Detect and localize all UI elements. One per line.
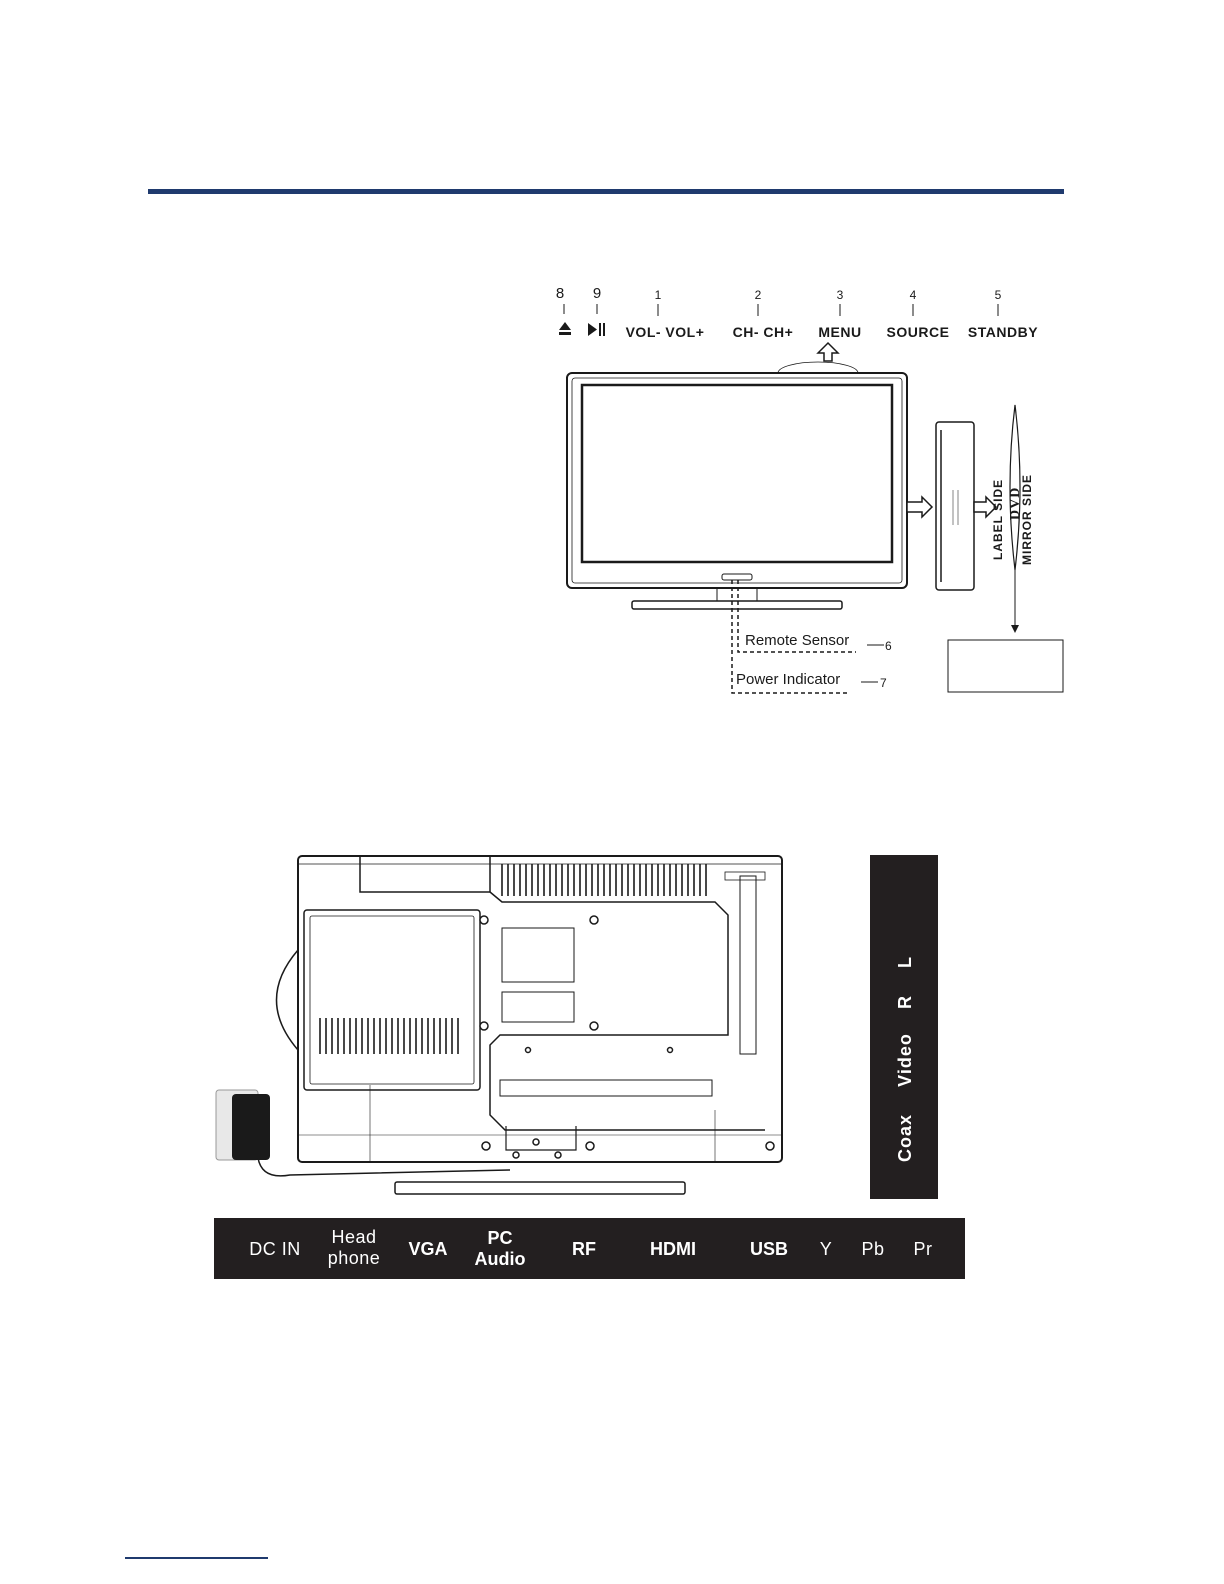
source-button-label: SOURCE xyxy=(886,324,950,340)
eject-icon xyxy=(559,322,571,335)
ch-buttons-label: CH- CH+ xyxy=(732,324,794,340)
port-label-headphone-line1: Head xyxy=(331,1227,377,1247)
port-label-vga: VGA xyxy=(408,1239,448,1259)
port-label-y: Y xyxy=(819,1239,833,1259)
button-number: 1 xyxy=(654,288,662,302)
tv-rear xyxy=(277,856,783,1162)
mirror-side-text: MIRROR SIDE xyxy=(1020,473,1034,565)
button-number: 2 xyxy=(754,288,762,302)
disc-box xyxy=(948,640,1063,692)
button-number: 3 xyxy=(836,288,844,302)
vol-buttons-label: VOL- VOL+ xyxy=(625,324,705,340)
menu-button-label: MENU xyxy=(818,324,862,340)
port-label-pr: Pr xyxy=(913,1239,933,1259)
port-label-r: R xyxy=(895,995,915,1009)
right-arrow-icon xyxy=(907,497,932,517)
standby-button-label: STANDBY xyxy=(967,324,1039,340)
play-pause-icon xyxy=(588,323,605,336)
remote-sensor-label: Remote Sensor xyxy=(745,632,850,649)
disc-slot xyxy=(936,422,974,590)
footer-rule xyxy=(125,1557,268,1559)
port-label-video: Video xyxy=(895,1033,915,1087)
port-label-rf: RF xyxy=(572,1239,596,1259)
button-number: 8 xyxy=(555,285,565,302)
power-indicator-number: 7 xyxy=(880,676,887,690)
label-side-text: LABEL SIDE xyxy=(991,478,1005,560)
rear-port-label-bar xyxy=(214,1218,965,1279)
port-label-dc-in: DC IN xyxy=(249,1239,301,1259)
button-number: 9 xyxy=(592,285,602,302)
power-adapter xyxy=(216,1090,510,1176)
rear-view-diagram xyxy=(210,850,790,1200)
port-label-pc-audio-line2: Audio xyxy=(474,1249,526,1269)
side-port-label-bar xyxy=(870,855,938,1199)
port-label-pb: Pb xyxy=(861,1239,885,1259)
up-arrow-icon xyxy=(818,343,838,361)
remote-sensor-number: 6 xyxy=(885,639,892,653)
dvd-text: DVD xyxy=(1008,486,1023,520)
port-label-usb: USB xyxy=(749,1239,788,1259)
port-label-l: L xyxy=(895,956,915,968)
port-label-hdmi: HDMI xyxy=(650,1239,696,1259)
header-rule xyxy=(148,189,1064,194)
tv-front xyxy=(567,373,907,609)
port-label-pc-audio-line1: PC xyxy=(487,1228,513,1248)
stand-base xyxy=(395,1182,685,1194)
port-label-headphone-line2: phone xyxy=(327,1248,381,1268)
button-number: 5 xyxy=(994,288,1002,302)
power-indicator-label: Power Indicator xyxy=(736,671,841,688)
port-label-coax: Coax xyxy=(895,1114,915,1163)
button-number: 4 xyxy=(909,288,917,302)
front-view-diagram xyxy=(540,280,1070,700)
